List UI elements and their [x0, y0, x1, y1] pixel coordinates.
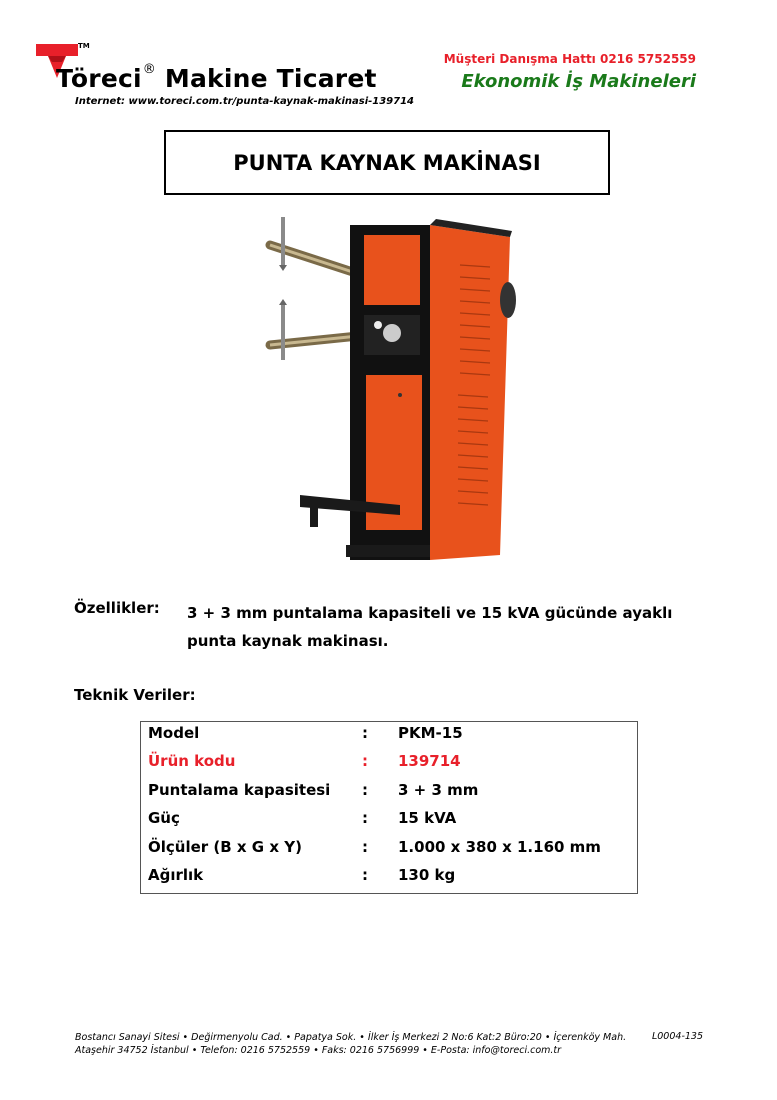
spec-sep: :: [362, 809, 368, 827]
features-line-1: 3 + 3 mm puntalama kapasiteli ve 15 kVA gücünde ayaklı: [187, 604, 673, 622]
spec-table: [140, 721, 638, 894]
spec-value: PKM-15: [398, 724, 463, 742]
spec-sep: :: [362, 724, 368, 742]
document-code: L0004-135: [651, 1031, 703, 1042]
website-url: Internet: www.toreci.com.tr/punta-kaynak-makinasi-139714: [75, 96, 415, 107]
spec-value: 130 kg: [398, 866, 456, 884]
spec-key: Güç: [148, 809, 180, 827]
footer-address: [75, 1031, 626, 1057]
spec-sep: :: [362, 752, 368, 770]
brand-name: [56, 64, 377, 93]
company-slogan: Ekonomik İş Makineleri: [461, 71, 696, 92]
spec-row-power: [141, 809, 637, 837]
footer-line-2: Ataşehir 34752 İstanbul • Telefon: 0216 5752559 • Faks: 0216 5756999 • E-Posta: info@toreci.com.tr: [75, 1045, 562, 1056]
features-line-2: punta kaynak makinası.: [187, 632, 389, 650]
spec-row-product-code: [141, 752, 637, 780]
spot-welding-machine-image: [250, 205, 540, 580]
spec-row-weight: [141, 866, 637, 894]
spec-sep: :: [362, 866, 368, 884]
spec-row-dimensions: [141, 838, 637, 866]
customer-hotline: Müşteri Danışma Hattı 0216 5752559: [443, 52, 696, 66]
spec-key: Model: [148, 724, 200, 742]
spec-row-capacity: [141, 781, 637, 809]
technical-data-label: Teknik Veriler:: [74, 686, 196, 704]
page-title: PUNTA KAYNAK MAKİNASI: [233, 150, 541, 175]
spec-value: 139714: [398, 752, 461, 770]
brand-first: Töreci: [56, 64, 142, 93]
features-text: [187, 599, 717, 655]
title-box: [164, 130, 610, 195]
footer-line-1: Bostancı Sanayi Sitesi • Değirmenyolu Cad. • Papatya Sok. • İlker İş Merkezi 2 No:6 Kat:2 Büro:20 • İçerenköy Mah.: [75, 1032, 627, 1043]
brand-rest: Makine Ticaret: [164, 64, 377, 93]
spec-key: Ölçüler (B x G x Y): [148, 838, 302, 856]
spec-value: 3 + 3 mm: [398, 781, 479, 799]
spec-value: 15 kVA: [398, 809, 457, 827]
spec-key: Ağırlık: [148, 866, 204, 884]
registered-mark: ®: [142, 62, 156, 77]
spec-key: Puntalama kapasitesi: [148, 781, 331, 799]
spec-key: Ürün kodu: [148, 752, 236, 770]
spec-row-model: [141, 724, 637, 752]
features-label: Özellikler:: [74, 599, 160, 617]
trademark-mark: TM: [78, 42, 90, 50]
spec-sep: :: [362, 781, 368, 799]
spec-value: 1.000 x 380 x 1.160 mm: [398, 838, 601, 856]
spec-sep: :: [362, 838, 368, 856]
